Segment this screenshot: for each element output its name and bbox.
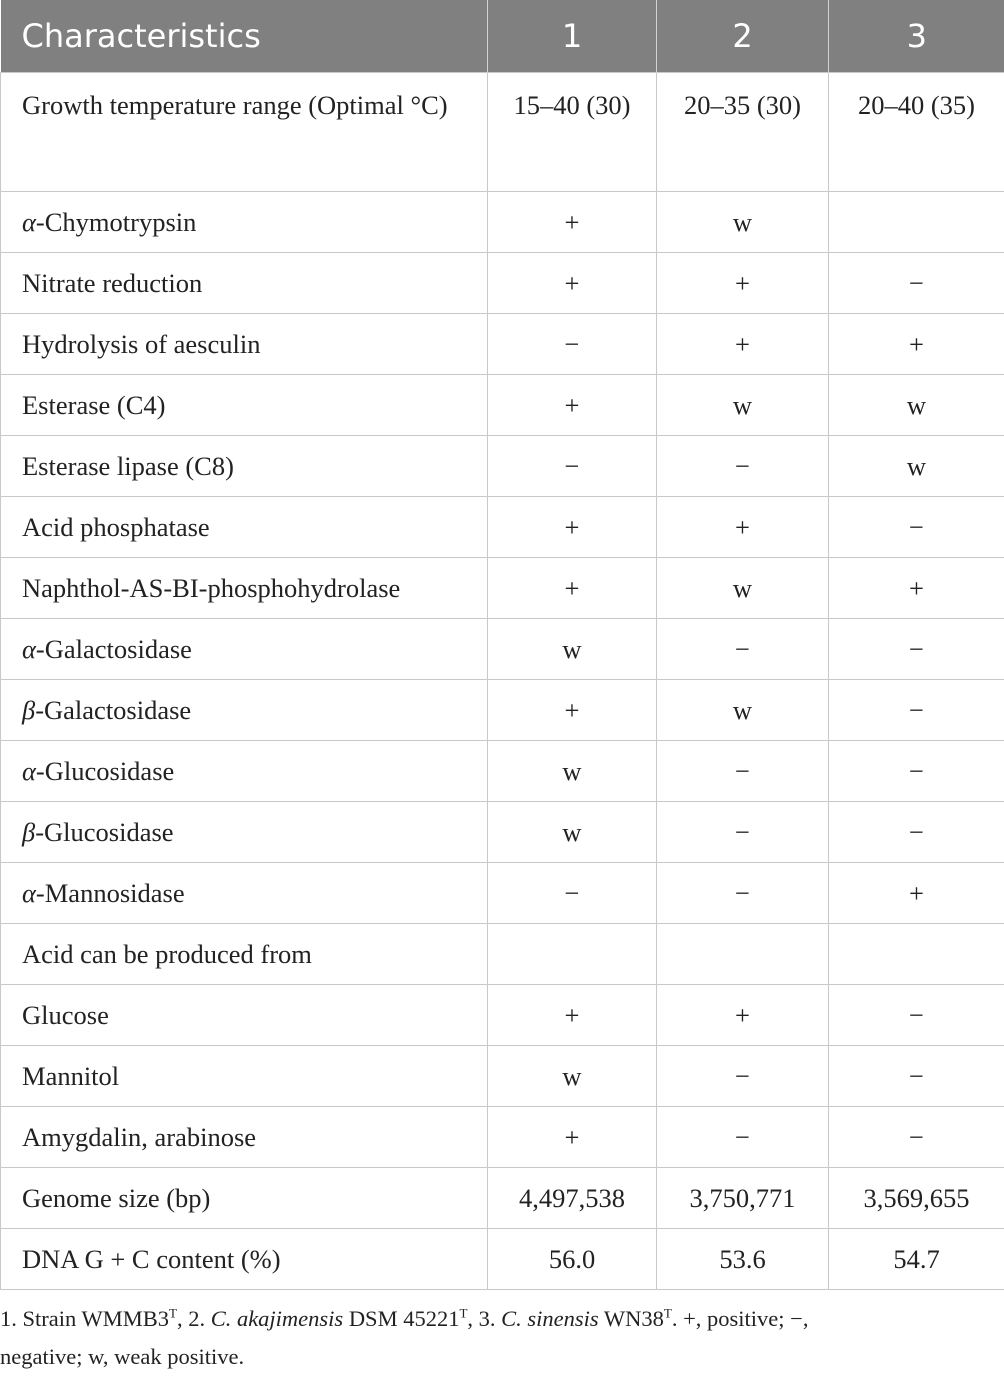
type-strain-mark: T xyxy=(663,1305,672,1321)
header-row xyxy=(1,0,1004,73)
cell-strain-1: + xyxy=(488,985,657,1046)
table-row xyxy=(1,924,1004,985)
greek-prefix: β xyxy=(22,695,36,725)
row-label: Amygdalin, arabinose xyxy=(1,1107,488,1168)
cell-strain-3: − xyxy=(829,619,1004,680)
header-characteristics: Characteristics xyxy=(1,0,488,73)
cell-strain-1: w xyxy=(488,1046,657,1107)
cell-strain-1: 56.0 xyxy=(488,1229,657,1290)
cell-strain-1: 15–40 (30) xyxy=(488,73,657,192)
cell-strain-2: + xyxy=(657,314,829,375)
row-label: Nitrate reduction xyxy=(1,253,488,314)
table-row xyxy=(1,680,1004,741)
row-label: Naphthol-AS-BI-phosphohydrolase xyxy=(1,558,488,619)
cell-strain-2 xyxy=(657,924,829,985)
cell-strain-3: − xyxy=(829,1046,1004,1107)
cell-strain-2: − xyxy=(657,436,829,497)
table-row xyxy=(1,1168,1004,1229)
cell-strain-2: 3,750,771 xyxy=(657,1168,829,1229)
header-strain-2: 2 xyxy=(657,0,829,73)
greek-prefix: α xyxy=(22,207,36,237)
greek-prefix: α xyxy=(22,756,36,786)
cell-strain-2: w xyxy=(657,375,829,436)
table-row xyxy=(1,619,1004,680)
row-label-text: -Galactosidase xyxy=(35,634,192,664)
row-label-text: -Galactosidase xyxy=(35,695,192,725)
table-row xyxy=(1,1229,1004,1290)
cell-strain-1: w xyxy=(488,802,657,863)
cell-strain-1: + xyxy=(488,1107,657,1168)
row-label: DNA G + C content (%) xyxy=(1,1229,488,1290)
type-strain-mark: T xyxy=(459,1305,468,1321)
footnote-part: , 2. xyxy=(176,1306,211,1331)
cell-strain-3: − xyxy=(829,497,1004,558)
cell-strain-3 xyxy=(829,192,1004,253)
table-row xyxy=(1,802,1004,863)
cell-strain-2: − xyxy=(657,1046,829,1107)
cell-strain-2: + xyxy=(657,497,829,558)
row-label xyxy=(1,680,488,741)
table-footnote xyxy=(0,1300,1004,1376)
row-label: Glucose xyxy=(1,985,488,1046)
row-label xyxy=(1,863,488,924)
greek-prefix: α xyxy=(22,878,36,908)
row-label-text: -Glucosidase xyxy=(35,756,175,786)
cell-strain-2: w xyxy=(657,558,829,619)
footnote-part: , 3. xyxy=(467,1306,502,1331)
table-row xyxy=(1,73,1004,192)
cell-strain-3: w xyxy=(829,436,1004,497)
table-row xyxy=(1,497,1004,558)
cell-strain-3: − xyxy=(829,741,1004,802)
cell-strain-1: − xyxy=(488,314,657,375)
header-strain-3: 3 xyxy=(829,0,1004,73)
cell-strain-3: 54.7 xyxy=(829,1229,1004,1290)
row-label: Growth temperature range (Optimal °C) xyxy=(1,73,488,192)
cell-strain-1: + xyxy=(488,375,657,436)
cell-strain-1: − xyxy=(488,436,657,497)
cell-strain-3: + xyxy=(829,558,1004,619)
row-label: Esterase lipase (C8) xyxy=(1,436,488,497)
species-name: C. sinensis xyxy=(501,1306,599,1331)
greek-prefix: β xyxy=(22,817,36,847)
row-label: Genome size (bp) xyxy=(1,1168,488,1229)
cell-strain-2: − xyxy=(657,863,829,924)
cell-strain-1: w xyxy=(488,619,657,680)
cell-strain-3: + xyxy=(829,314,1004,375)
cell-strain-2: 53.6 xyxy=(657,1229,829,1290)
footnote-part: WN38 xyxy=(598,1306,664,1331)
row-label: Hydrolysis of aesculin xyxy=(1,314,488,375)
species-name: C. akajimensis xyxy=(210,1306,344,1331)
cell-strain-2: − xyxy=(657,741,829,802)
table-row xyxy=(1,192,1004,253)
cell-strain-2: − xyxy=(657,802,829,863)
cell-strain-1 xyxy=(488,924,657,985)
cell-strain-3: + xyxy=(829,863,1004,924)
table-row xyxy=(1,863,1004,924)
row-label-text: -Chymotrypsin xyxy=(35,207,197,237)
table-row xyxy=(1,741,1004,802)
cell-strain-1: + xyxy=(488,253,657,314)
footnote-part: . +, positive; −, xyxy=(671,1306,809,1331)
table-row xyxy=(1,558,1004,619)
table-row xyxy=(1,436,1004,497)
cell-strain-3 xyxy=(829,924,1004,985)
header-strain-1: 1 xyxy=(488,0,657,73)
cell-strain-1: + xyxy=(488,558,657,619)
cell-strain-2: + xyxy=(657,985,829,1046)
footnote-line-2: negative; w, weak positive. xyxy=(0,1344,245,1369)
cell-strain-1: + xyxy=(488,497,657,558)
cell-strain-1: 4,497,538 xyxy=(488,1168,657,1229)
cell-strain-3: − xyxy=(829,802,1004,863)
footnote-part: 1. Strain WMMB3 xyxy=(0,1306,169,1331)
cell-strain-3: w xyxy=(829,375,1004,436)
cell-strain-3: − xyxy=(829,985,1004,1046)
cell-strain-3: 20–40 (35) xyxy=(829,73,1004,192)
row-label xyxy=(1,619,488,680)
row-label xyxy=(1,741,488,802)
row-label xyxy=(1,802,488,863)
cell-strain-2: + xyxy=(657,253,829,314)
table-row xyxy=(1,253,1004,314)
cell-strain-3: 3,569,655 xyxy=(829,1168,1004,1229)
cell-strain-2: w xyxy=(657,680,829,741)
row-label: Acid can be produced from xyxy=(1,924,488,985)
table-row xyxy=(1,1107,1004,1168)
cell-strain-3: − xyxy=(829,680,1004,741)
cell-strain-3: − xyxy=(829,253,1004,314)
cell-strain-2: − xyxy=(657,619,829,680)
table-row xyxy=(1,1046,1004,1107)
table-row xyxy=(1,314,1004,375)
cell-strain-1: + xyxy=(488,680,657,741)
cell-strain-2: w xyxy=(657,192,829,253)
cell-strain-3: − xyxy=(829,1107,1004,1168)
table-row xyxy=(1,375,1004,436)
footnote-part: DSM 45221 xyxy=(343,1306,460,1331)
cell-strain-1: − xyxy=(488,863,657,924)
cell-strain-1: w xyxy=(488,741,657,802)
row-label-text: -Glucosidase xyxy=(35,817,174,847)
row-label: Esterase (C4) xyxy=(1,375,488,436)
row-label xyxy=(1,192,488,253)
type-strain-mark: T xyxy=(168,1305,177,1321)
greek-prefix: α xyxy=(22,634,36,664)
table-row xyxy=(1,985,1004,1046)
cell-strain-2: 20–35 (30) xyxy=(657,73,829,192)
cell-strain-1: + xyxy=(488,192,657,253)
row-label: Acid phosphatase xyxy=(1,497,488,558)
row-label: Mannitol xyxy=(1,1046,488,1107)
row-label-text: -Mannosidase xyxy=(35,878,185,908)
cell-strain-2: − xyxy=(657,1107,829,1168)
